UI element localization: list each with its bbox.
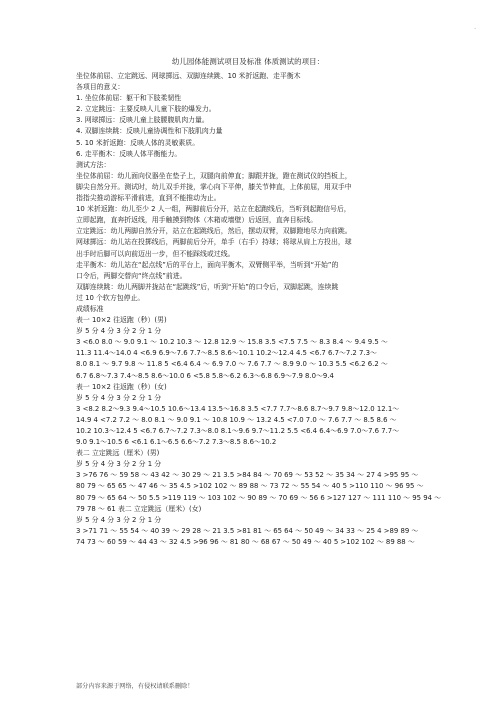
- text-line: 测试方法：: [76, 160, 111, 169]
- text-line: 坐位体前屈：幼儿面向仪器坐在垫子上，双腿向前伸直；脚跟并拢，蹬在测试仪的挡板上，: [76, 171, 352, 180]
- text-line: 3 >76 76 ～ 59 58 ～ 43 42 ～ 30 29 ～ 21 3.5 >84 84 ～ 70 69 ～ 53 52 ～ 35 34 ～ 27 4 >95 95 ～: [76, 471, 419, 480]
- text-line: 双脚连续跳：幼儿两脚并拢站在“起跳线”后，听到“开始”的口令后，双脚起跳，连续跳: [76, 282, 339, 291]
- document-body: [76, 71, 448, 548]
- text-line: 3. 网球掷远：反映儿童上肢腰腹肌肉力量。: [76, 116, 209, 125]
- document-title: 幼儿园体能测试项目及标准 体质测试的项目：: [171, 57, 325, 66]
- text-line: 1. 坐位体前屈：躯干和下肢柔韧性: [76, 94, 182, 103]
- text-line: 岁 5 分 4 分 3 分 2 分 1 分: [76, 460, 162, 469]
- text-line: 11.3 11.4～14.0 4 <6.9 6.9～7.6 7.7～8.5 8.6～10.1 10.2～12.4 4.5 <6.7 6.7～7.2 7.3～: [76, 349, 377, 358]
- text-line: 3 <8.2 8.2～9.3 9.4～10.5 10.6～13.4 13.5～16.8 3.5 <7.7 7.7～8.6 8.7～9.7 9.8～12.0 12.1～: [76, 404, 400, 413]
- text-line: 成绩标准: [76, 304, 104, 313]
- text-line: 5. 10 米折返跑：反映人体的灵敏素质。: [76, 138, 200, 147]
- text-line: 出手时后脚可以向前迈出一步，但不能踩线或过线。: [76, 249, 235, 258]
- text-line: 80 79 ～ 65 64 ～ 50 5.5 >119 119 ～ 103 102 ～ 90 89 ～ 70 69 ～ 56 6 >127 127 ～ 111 110 ～ 95 94 ～: [76, 493, 442, 502]
- text-line: 立定跳远：幼儿两脚自然分开，站立在起跳线后，然后，摆动双臂，双脚蹬地尽力向前跳。: [76, 227, 352, 236]
- text-line: 立即起跑，直奔折返线，用手触摸到物体（木箱或墙壁）后返回，直奔目标线。: [76, 216, 318, 225]
- text-line: 指指尖推动游标平滑前进，直到不能推动为止。: [76, 194, 221, 203]
- text-line: 10.2 10.3～12.4 5 <6.7 6.7～7.2 7.3～8.0 8.1～9.6 9.7～11.2 5.5 <6.4 6.4～6.9 7.0～7.6 7.7～: [76, 427, 400, 435]
- text-line: 74 73 ～ 60 59 ～ 44 43 ～ 32 4.5 >96 96 ～ 81 80 ～ 68 67 ～ 50 49 ～ 40 5 >102 102 ～ 89 88 ～: [76, 537, 415, 546]
- text-line: 3 >71 71 ～ 55 54 ～ 40 39 ～ 29 28 ～ 21 3.5 >81 81 ～ 65 64 ～ 50 49 ～ 34 33 ～ 25 4 >89 89 ～: [76, 526, 419, 535]
- text-line: 表一 10×2 往返跑（秒）(男): [76, 316, 167, 325]
- text-line: 坐位体前屈、立定跳远、网球掷远、双脚连续跳、10 米折返跑、走平衡木: [76, 72, 301, 80]
- text-line: 9.0 9.1～10.5 6 <6.1 6.1～6.5 6.6～7.2 7.3～8.5 8.6～10.2: [76, 438, 277, 447]
- text-line: 走平衡木：幼儿站在“起点线”后的平台上，面向平衡木，双臂侧平举，当听到“开始”的: [76, 260, 339, 269]
- text-line: 岁 5 分 4 分 3 分 2 分 1 分: [76, 515, 162, 524]
- footer-note: 部分内容来源于网络，有侵权请联系删除！: [76, 683, 194, 690]
- text-line: 口令后，两脚交替向“终点线”前进。: [76, 271, 187, 280]
- text-line: 各项目的意义：: [76, 83, 125, 92]
- text-line: 表一 10×2 往返跑（秒）(女): [76, 382, 167, 391]
- text-line: 表二 立定跳远（厘米）(男): [76, 449, 160, 458]
- text-line: 2. 立定跳远：主要反映人儿童下肢的爆发力。: [76, 105, 216, 114]
- text-line: 10 米折返跑：幼儿至少 2 人一组，两脚前后分开，站立在起跑线后，当听到起跑信号后，: [76, 205, 351, 214]
- text-line: 79 78 ～ 61 表二 立定跳远（厘米）(女): [76, 504, 202, 513]
- text-line: 过 10 个软方包停止。: [76, 293, 145, 302]
- text-line: 岁 5 分 4 分 3 分 2 分 1 分: [76, 327, 162, 336]
- text-line: 网球掷远：幼儿站在投掷线后，两脚前后分开，单手（右手）持球；将球从肩上方投出，球: [76, 238, 352, 247]
- corner-mark: .: [474, 24, 476, 31]
- text-line: 4. 双脚连续跳：反映儿童协调性和下肢肌肉力量: [76, 127, 223, 136]
- text-line: 3 <6.0 8.0 ～ 9.0 9.1 ～ 10.2 10.3 ～ 12.8 12.9 ～ 15.8 3.5 <7.5 7.5 ～ 8.3 8.4 ～ 9.4 9.5 ～: [76, 338, 388, 347]
- text-line: 岁 5 分 4 分 3 分 2 分 1 分: [76, 393, 162, 402]
- text-line: 6.7 6.8～7.3 7.4～8.5 8.6～10.0 6 <5.8 5.8～6.2 6.3～6.8 6.9～7.9 8.0～9.4: [76, 371, 334, 380]
- text-line: 80 79 ～ 65 65 ～ 47 46 ～ 35 4.5 >102 102 ～ 89 88 ～ 73 72 ～ 55 54 ～ 40 5 >110 110 ～ 96 95 ～: [76, 482, 424, 491]
- text-line: 8.0 8.1 ～ 9.7 9.8 ～ 11.8 5 <6.4 6.4 ～ 6.9 7.0 ～ 7.6 7.7 ～ 8.9 9.0 ～ 10.3 5.5 <6.2 6.2 ～: [76, 360, 388, 369]
- text-line: 6. 走平衡木：反映人体平衡能力。: [76, 149, 182, 158]
- text-line: 脚尖自然分开。测试时，幼儿双手并拢，掌心向下平伸，膝关节伸直，上体前屈，用双手中: [76, 182, 352, 191]
- text-line: 14.9 4 <7.2 7.2 ～ 8.0 8.1 ～ 9.0 9.1 ～ 10.8 10.9 ～ 13.2 4.5 <7.0 7.0 ～ 7.6 7.7 ～ 8.5 8.6 ～: [76, 415, 397, 424]
